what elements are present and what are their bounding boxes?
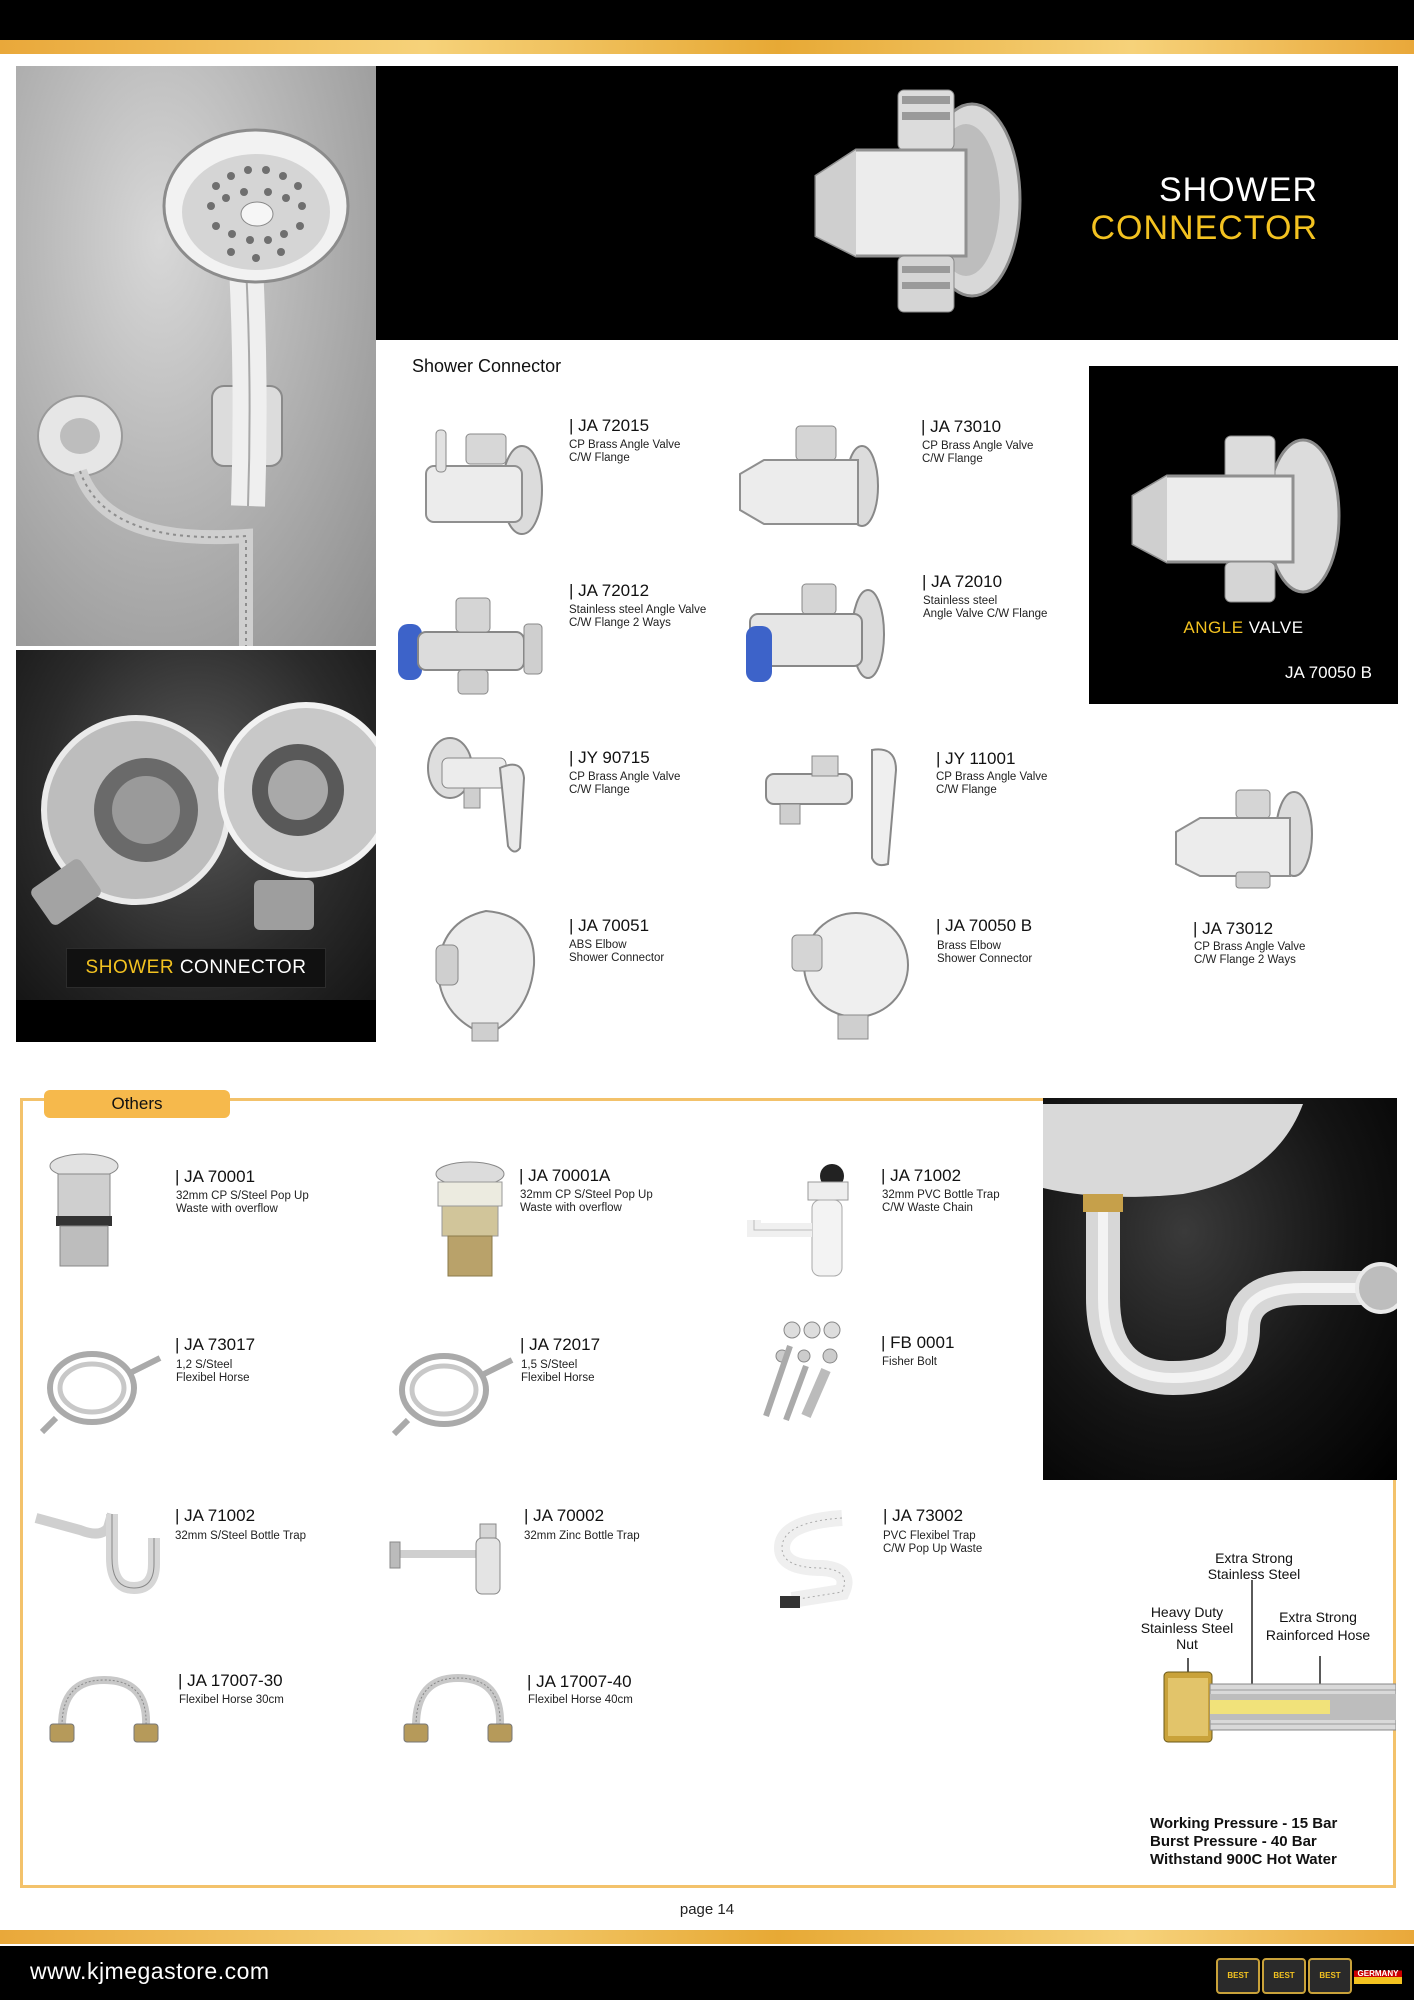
product-code: | JA 70050 B [936, 916, 1033, 935]
product-desc: Brass Elbow Shower Connector [937, 940, 1033, 965]
product-image-ja71002-pvc [740, 1160, 860, 1280]
product-desc: 1,2 S/Steel Flexibel Horse [176, 1359, 250, 1384]
bottle-trap-photo [1043, 1098, 1397, 1480]
hero-title-connector: CONNECTOR [1090, 209, 1318, 247]
angle-valve-label [1089, 618, 1398, 638]
product-code: | JY 11001 [936, 749, 1016, 768]
shower-connector-badge [66, 948, 326, 988]
bottom-gold-stripe [0, 1930, 1414, 1944]
specs-list [1150, 1815, 1337, 1869]
product-desc: 32mm CP S/Steel Pop Up Waste with overflow [176, 1190, 309, 1215]
spec-working-pressure: Working Pressure - 15 Bar [1150, 1815, 1338, 1832]
spec-burst-pressure: Burst Pressure - 40 Bar [1150, 1833, 1317, 1850]
product-image-ja73012 [1170, 780, 1320, 890]
product-image-ja17007-40 [398, 1670, 518, 1746]
product-image-ja72017 [388, 1340, 518, 1440]
angle-valve-card-image [1123, 426, 1363, 606]
angle-valve-code: JA 70050 B [1285, 663, 1372, 682]
product-code: | JA 73002 [883, 1506, 964, 1525]
footer-bar [0, 1946, 1414, 2000]
product-code: | JA 73012 [1193, 919, 1274, 938]
angle-valve-card [1089, 366, 1398, 704]
product-image-ja70002 [386, 1518, 516, 1602]
product-code: | JA 72015 [569, 416, 650, 435]
product-desc: CP Brass Angle Valve C/W Flange 2 Ways [1194, 941, 1306, 966]
diagram-label-left: Heavy Duty Stainless Steel Nut [1140, 1604, 1234, 1652]
product-image-ja72015 [400, 420, 550, 540]
product-image-ja72012 [390, 580, 550, 700]
badge-word-shower: SHOWER [85, 957, 175, 978]
top-gold-stripe [0, 40, 1414, 54]
product-desc: 1,5 S/Steel Flexibel Horse [521, 1359, 595, 1384]
angle-word: ANGLE [1183, 618, 1244, 637]
award-badge-icon: BEST [1262, 1958, 1306, 1994]
product-code: | FB 0001 [881, 1333, 955, 1352]
product-code: | JY 90715 [569, 748, 650, 767]
product-code: | JA 70051 [569, 916, 650, 935]
product-image-ja73002 [762, 1508, 862, 1612]
product-desc: 32mm PVC Bottle Trap C/W Waste Chain [882, 1189, 1000, 1214]
product-image-jy90715 [424, 728, 544, 860]
product-code: | JA 71002 [175, 1506, 256, 1525]
product-desc: 32mm CP S/Steel Pop Up Waste with overflow [520, 1189, 653, 1214]
product-code: | JA 17007-40 [527, 1672, 632, 1691]
award-badges [1216, 1956, 1404, 1992]
product-image-jy11001 [760, 740, 910, 870]
badge-word-connector: CONNECTOR [179, 957, 307, 978]
valve-word: VALVE [1248, 618, 1304, 637]
product-image-ja70051 [426, 905, 546, 1045]
product-desc: Flexibel Horse 30cm [179, 1694, 284, 1706]
product-desc: 32mm Zinc Bottle Trap [524, 1530, 640, 1542]
product-image-ja72010 [740, 578, 890, 698]
diagram-label-top: Extra Strong Stainless Steel [1207, 1550, 1301, 1582]
product-desc: Stainless steel Angle Valve C/W Flange [923, 595, 1048, 620]
hose-cross-section-diagram [1150, 1580, 1396, 1770]
hero-title-shower: SHOWER [1159, 171, 1318, 209]
product-code: | JA 72012 [569, 581, 650, 600]
top-black-bar [0, 0, 1414, 40]
spec-hot-water: Withstand 900C Hot Water [1150, 1851, 1337, 1868]
product-code: | JA 72017 [520, 1335, 601, 1354]
others-tab: Others [44, 1090, 230, 1118]
product-code: | JA 70002 [524, 1506, 605, 1525]
product-image-fb0001 [746, 1316, 858, 1428]
footer-url[interactable]: www.kjmegastore.com [30, 1958, 270, 1984]
product-code: | JA 73017 [175, 1335, 256, 1354]
product-desc: PVC Flexibel Trap C/W Pop Up Waste [883, 1530, 983, 1555]
award-badge-icon: BEST [1216, 1958, 1260, 1994]
product-code: | JA 73010 [921, 417, 1002, 436]
product-desc: Fisher Bolt [882, 1356, 937, 1368]
product-image-ja70001a [430, 1160, 510, 1280]
product-desc: Stainless steel Angle Valve C/W Flange 2 Ways [569, 604, 707, 629]
shower-head-photo [16, 66, 376, 646]
page-number: page 14 [679, 1901, 735, 1918]
hero-banner [376, 66, 1398, 340]
product-desc: Flexibel Horse 40cm [528, 1694, 633, 1706]
product-code: | JA 17007-30 [178, 1671, 283, 1690]
product-image-ja70001 [44, 1152, 124, 1272]
product-code: | JA 70001A [519, 1166, 611, 1185]
product-image-ja73017 [36, 1338, 166, 1438]
section-title: Shower Connector [412, 356, 562, 376]
product-image-ja17007-30 [44, 1672, 164, 1746]
left-photo-footer [16, 1000, 376, 1042]
product-desc: 32mm S/Steel Bottle Trap [175, 1530, 307, 1542]
product-desc: CP Brass Angle Valve C/W Flange [936, 771, 1048, 796]
product-code: | JA 71002 [881, 1166, 962, 1185]
product-desc: ABS Elbow Shower Connector [569, 939, 665, 964]
product-image-ja70050b [782, 905, 912, 1045]
product-code: | JA 72010 [922, 572, 1003, 591]
product-desc: CP Brass Angle Valve C/W Flange [569, 771, 681, 796]
germany-flag-icon: GERMANY [1354, 1964, 1402, 1984]
angle-valve-image [796, 86, 1036, 326]
diagram-label-right: Extra Strong Rainforced Hose [1265, 1609, 1371, 1643]
award-badge-icon: BEST [1308, 1958, 1352, 1994]
product-image-ja73010 [734, 420, 884, 540]
product-code: | JA 70001 [175, 1167, 256, 1186]
product-image-ja71002-steel [30, 1508, 160, 1598]
product-desc: CP Brass Angle Valve C/W Flange [569, 439, 681, 464]
product-desc: CP Brass Angle Valve C/W Flange [922, 440, 1034, 465]
